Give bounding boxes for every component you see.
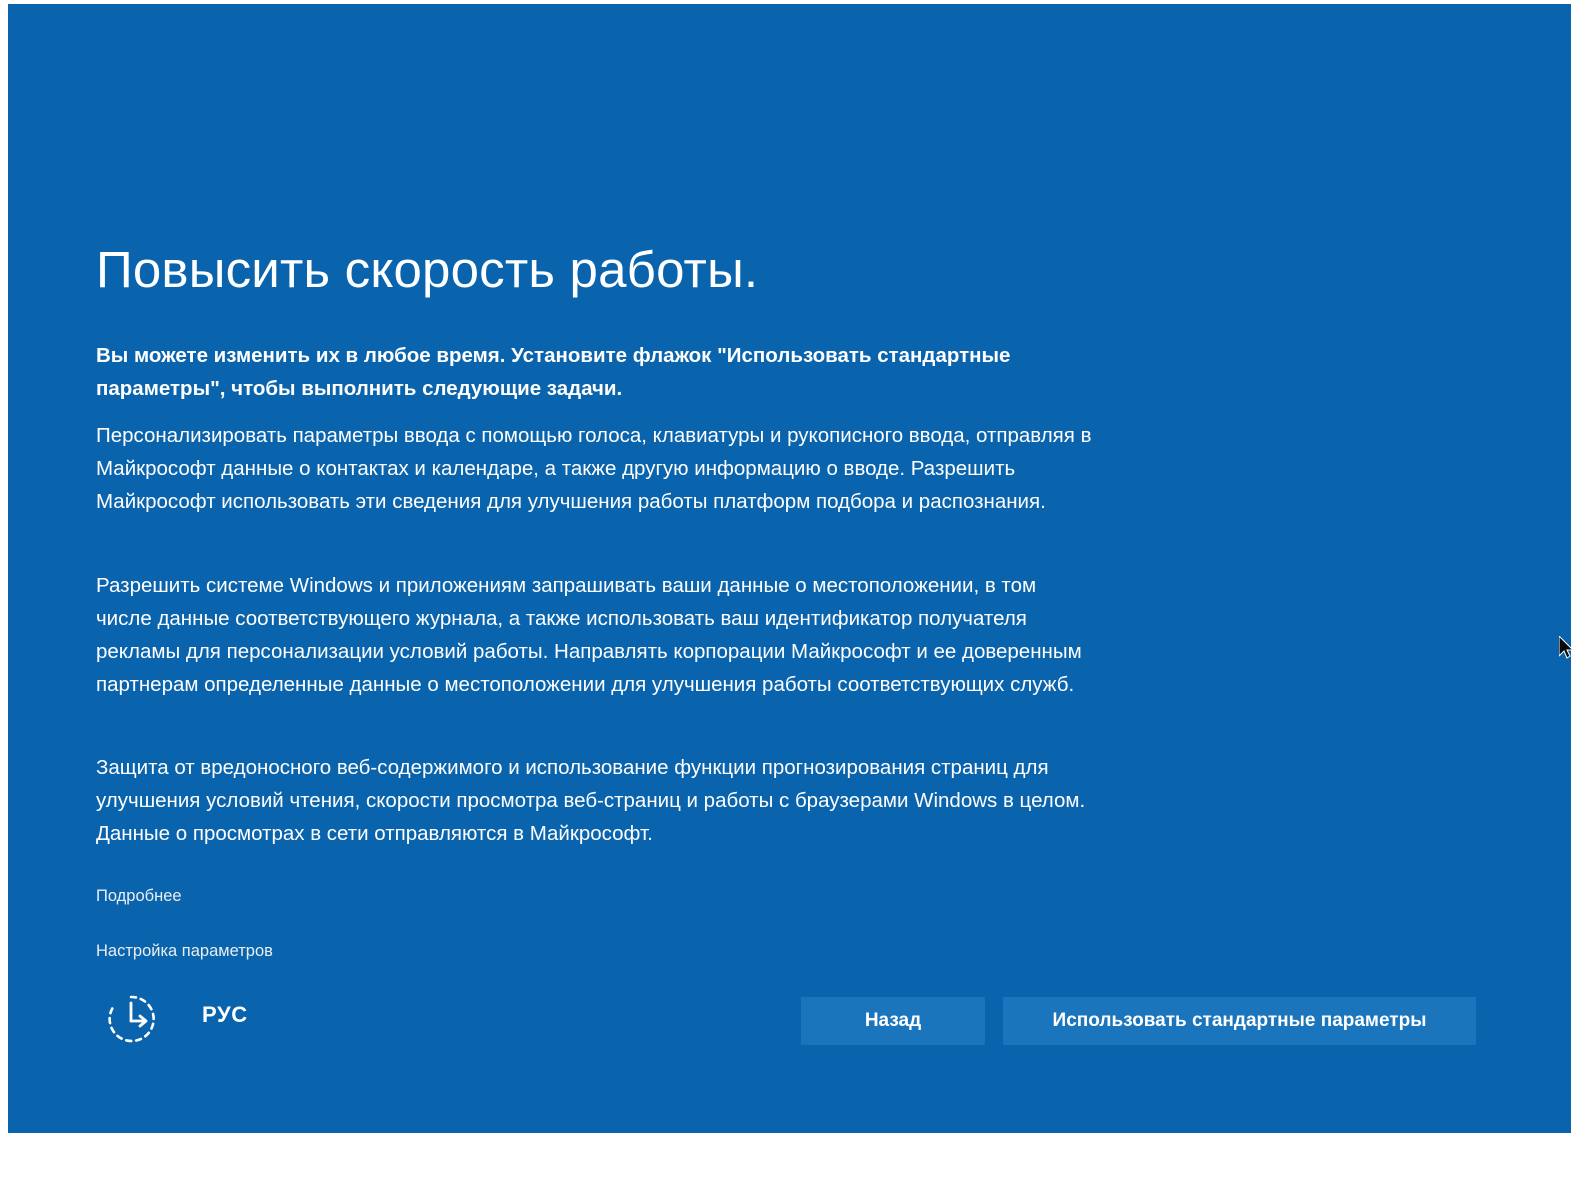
mouse-cursor-icon [1559,636,1575,660]
paragraph-location: Разрешить системе Windows и приложениям запрашивать ваши данные о местоположении, в том числе данные соответствующего журнала, а также использовать ваш идентификатор получателя рекламы для персонализации условий работы. Направлять корпорации Майкрософт и ее доверенным партнерам определенные данные о местоположении для улучшения работы соответствующих служб. [96,573,1082,697]
paragraph-input-personalization: Персонализировать параметры ввода с помощью голоса, клавиатуры и рукописного ввода, отправляя в Майкрософт данные о контактах и календаре, а также другую информацию о вводе. Разрешить Майкрософт использовать эти сведения для улучшения работы платформ подбора и распознания. [96,423,1092,513]
bottom-bar [96,990,1476,1062]
frame-edge-left [0,0,8,1191]
frame-edge-right [1571,0,1593,1191]
lead-paragraph: Вы можете изменить их в любое время. Установите флажок "Использовать стандартные параметры", чтобы выполнить следующие задачи. [96,343,1011,400]
page-title: Повысить скорость работы. [96,241,759,299]
language-indicator[interactable]: РУС [202,1002,248,1027]
learn-more-link[interactable]: Подробнее [96,887,182,905]
use-express-settings-button[interactable]: Использовать стандартные параметры [1003,997,1476,1045]
paragraph-browser-protection: Защита от вредоносного веб-содержимого и использование функции прогнозирования страниц для улучшения условий чтения, скорости просмотра веб-страниц и работы с браузерами Windows в целом. Данные о просмотрах в сети отправляются в Майкрософт. [96,755,1086,845]
back-button[interactable]: Назад [801,997,985,1045]
frame-edge-top [0,0,1593,4]
customize-settings-link[interactable]: Настройка параметров [96,942,273,960]
ease-of-access-icon[interactable] [104,992,158,1046]
frame-edge-bottom [0,1133,1593,1191]
content-area [96,0,1436,1191]
